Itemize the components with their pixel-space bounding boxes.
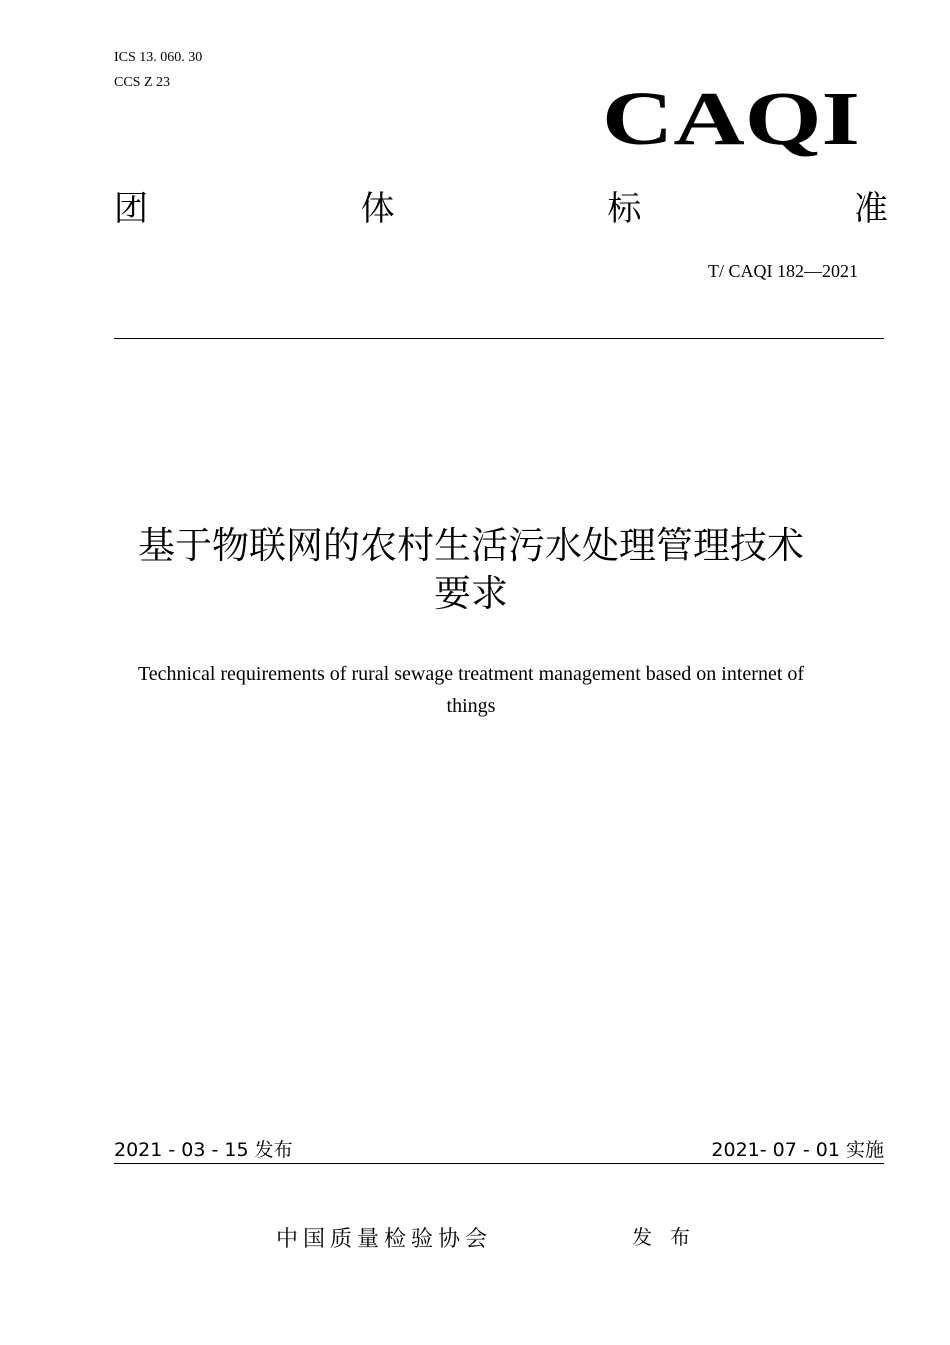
english-title-line-2: things <box>446 695 496 717</box>
chinese-title-line-1: 基于物联网的农村生活污水处理管理技术 <box>138 524 804 567</box>
english-title <box>80 658 862 722</box>
publish-label: 发布 <box>632 1225 708 1249</box>
caqi-logo <box>600 78 862 158</box>
ccs-code: CCS Z 23 <box>114 75 171 90</box>
ics-code: ICS 13. 060. 30 <box>114 50 203 65</box>
publisher-name: 中国质量检验协会 <box>276 1227 493 1252</box>
header-divider <box>114 338 884 339</box>
standard-type <box>114 187 888 231</box>
standard-type-char-4: 准 <box>853 189 888 229</box>
chinese-title-line-2: 要求 <box>434 572 508 615</box>
english-title-line-1: Technical requirements of rural sewage treatment management based on internet of <box>137 663 805 685</box>
standard-number: T/ CAQI 182—2021 <box>708 261 858 281</box>
standard-type-char-3: 标 <box>607 189 642 229</box>
chinese-title <box>60 522 882 618</box>
logo-text: CAQI <box>602 78 860 158</box>
footer-divider <box>114 1163 884 1164</box>
implementation-date: 2021- 07 - 01 实施 <box>711 1139 884 1161</box>
standard-type-char-1: 团 <box>114 189 148 229</box>
standard-type-char-2: 体 <box>360 189 395 229</box>
issue-date: 2021 - 03 - 15 发布 <box>114 1139 293 1161</box>
